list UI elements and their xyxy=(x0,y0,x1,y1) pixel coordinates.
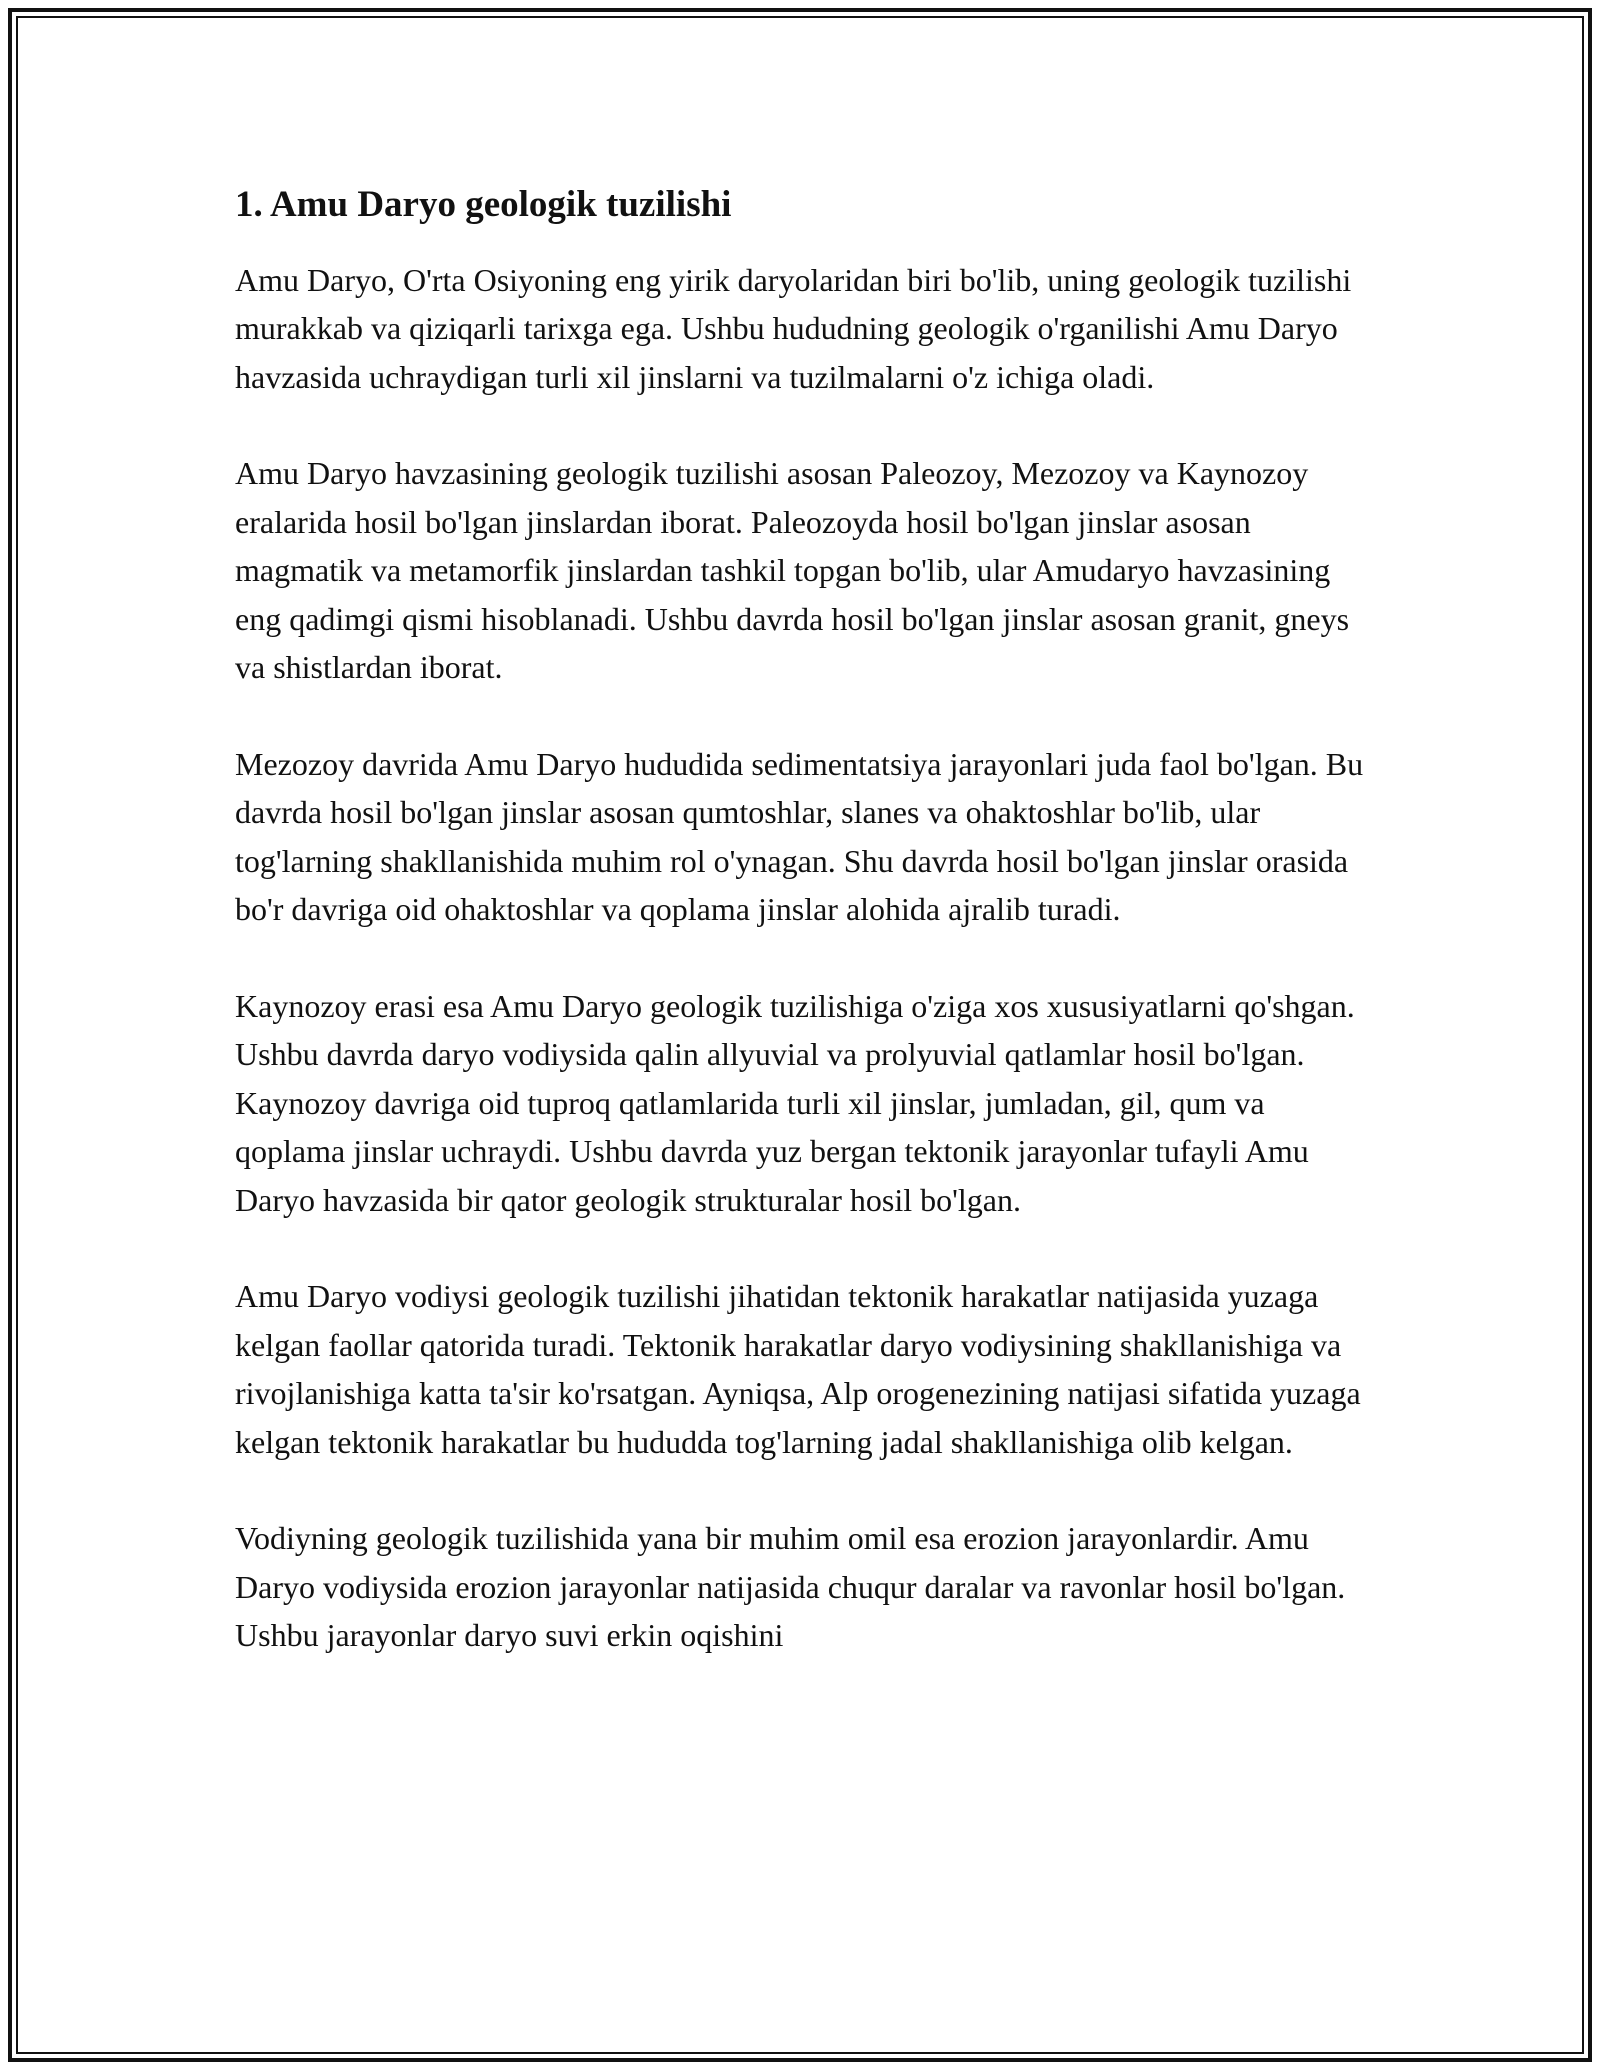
paragraph-cenozoic: Kaynozoy erasi esa Amu Daryo geologik tuzilishiga o'ziga xos xususiyatlarni qo'shgan. Ushbu davrda daryo vodiysida qalin allyuvial va prolyuvial qatlamlar hosil bo'lgan. Kaynozoy davriga oid tuproq qatlamlarida turli xil jinslar, jumladan, gil, qum va qoplama jinslar uchraydi. Ushbu davrda yuz bergan tektonik jarayonlar tufayli Amu Daryo havzasida bir qator geologik strukturalar hosil bo'lgan. xyxy=(235,987,1355,1218)
paragraph-mesozoic: Mezozoy davrida Amu Daryo hududida sedimentatsiya jarayonlari juda faol bo'lgan. Bu davrda hosil bo'lgan jinslar asosan qumtoshlar, slanes va ohaktoshlar bo'lib, ular tog'larning shakllanishida muhim rol o'ynagan. Shu davrda hosil bo'lgan jinslar orasida bo'r davriga oid ohaktoshlar va qoplama jinslar alohida ajralib turadi. xyxy=(235,745,1364,928)
paragraph-intro: Amu Daryo, O'rta Osiyoning eng yirik daryolaridan biri bo'lib, uning geologik tuzilishi murakkab va qiziqarli tarixga ega. Ushbu hududning geologik o'rganilishi Amu Daryo havzasida uchraydigan turli xil jinslarni va tuzilmalarni o'z ichiga oladi. xyxy=(235,261,1352,395)
paragraph-tectonics: Amu Daryo vodiysi geologik tuzilishi jihatidan tektonik harakatlar natijasida yuzaga kelgan faollar qatorida turadi. Tektonik harakatlar daryo vodiysining shakllanishiga va rivojlanishiga katta ta'sir ko'rsatgan. Ayniqsa, Alp orogenezining natijasi sifatida yuzaga kelgan tektonik harakatlar bu hududda tog'larning jadal shakllanishiga olib kelgan. xyxy=(235,1278,1361,1460)
paragraph-erosion: Vodiyning geologik tuzilishida yana bir muhim omil esa erozion jarayonlardir. Amu Daryo vodiysida erozion jarayonlar natijasida chuqur daralar va ravonlar hosil bo'lgan. Ushbu jarayonlar daryo suvi erkin oqishini xyxy=(235,1520,1346,1654)
document-body xyxy=(235,180,1370,1708)
paragraph-eras: Amu Daryo havzasining geologik tuzilishi asosan Paleozoy, Mezozoy va Kaynozoy eralarida hosil bo'lgan jinslardan iborat. Paleozoyda hosil bo'lgan jinslar asosan magmatik va metamorfik jinslardan tashkil topgan bo'lib, ular Amudaryo havzasining eng qadimgi qismi hisoblanadi. Ushbu davrda hosil bo'lgan jinslar asosan granit, gneys va shistlardan iborat. xyxy=(235,455,1350,686)
section-heading: 1. Amu Daryo geologik tuzilishi xyxy=(235,184,732,225)
